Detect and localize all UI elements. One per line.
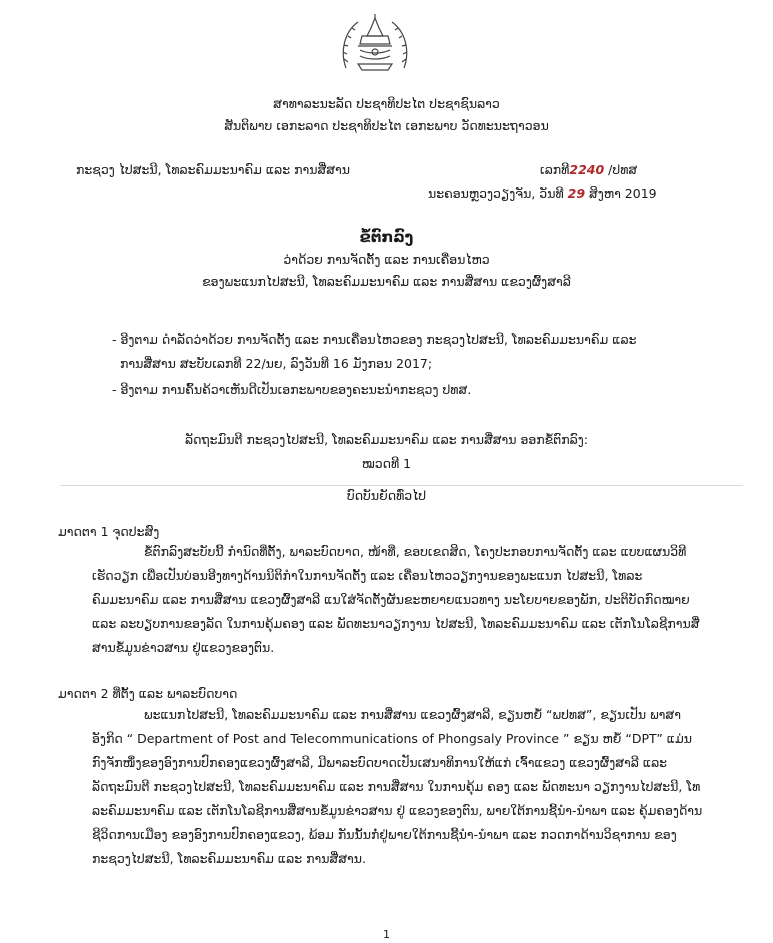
chapter-label: ໝວດທີ 1 — [361, 456, 412, 471]
decree-statement: ລັດຖະມົນຕີ ກະຊວງໄປສະນີ, ໂທລະຄົມມະນາຄົມ ແລະ ການສື່ສານ ອອກຂໍ້ຕົກລົງ: — [185, 432, 588, 447]
document-number-suffix: /ປທສ — [608, 162, 638, 177]
date-suffix: ສິງຫາ 2019 — [589, 186, 657, 201]
republic-name: ສາທາລະນະລັດ ປະຊາທິປະໄຕ ປະຊາຊົນລາວ — [273, 96, 500, 111]
article-2-heading: ມາດຕາ 2 ທີ່ຕັ້ງ ແລະ ພາລະບົດບາດ — [58, 686, 238, 701]
page-divider — [60, 485, 743, 486]
date-prefix: ນະຄອນຫຼວງວຽງຈັນ, ວັນທີ — [428, 186, 564, 201]
document-subtitle-1: ວ່າດ້ວຍ ການຈັດຕັ້ງ ແລະ ການເຄື່ອນໄຫວ — [283, 252, 490, 267]
document-date — [428, 186, 657, 201]
document-number — [540, 162, 637, 177]
article-1-heading: ມາດຕາ 1 ຈຸດປະສົງ — [58, 524, 160, 539]
national-motto: ສັນຕິພາບ ເອກະລາດ ປະຊາທິປະໄຕ ເອກະພາບ ວັດທະນະຖາວອນ — [224, 118, 549, 133]
ministry-name: ກະຊວງ ໄປສະນີ, ໂທລະຄົມມະນາຄົມ ແລະ ການສື່ສານ — [76, 162, 350, 177]
reference-1-line-1: - ອີງຕາມ ດຳລັດວ່າດ້ວຍ ການຈັດຕັ້ງ ແລະ ການເຄື່ອນໄຫວຂອງ ກະຊວງໄປສະນີ, ໂທລະຄົມມະນາຄົມ ແລະ — [112, 332, 637, 347]
reference-2: - ອີງຕາມ ການຄົ້ນຄ້ວາເຫັນດີເປັນເອກະພາບຂອງຄະນະນຳກະຊວງ ປທສ. — [112, 382, 472, 397]
article-1-body: ຂໍ້ຕົກລົງສະບັບນີ້ ກຳນົດທີ່ຕັ້ງ, ພາລະບົດບາດ, ໜ້າທີ່, ຂອບເຂດສິດ, ໂຄງປະກອບການຈັດຕັ້ງ ແລະ ແບບແຜນວິທີເຮັດວຽກ ເພື່ອເປັນບ່ອນອີງທາງດ້ານນິຕິກຳໃນການຈັດຕັ້ງ ແລະ ເຄື່ອນໄຫວວຽກງານຂອງພະແນກ ໄປສະນີ, ໂທລະຄົມມະນາຄົມ ແລະ ການສື່ສານ ແຂວງຜົ້ງສາລີ ແນໃສ່ຈັດຕັ້ງຜັນຂະຫຍາຍແນວທາງ ນະໂຍບາຍຂອງພັກ, ປະຕິບັດກົດໝາຍ ແລະ ລະບຽບການຂອງລັດ ໃນການຄຸ້ມຄອງ ແລະ ພັດທະນາວຽກງານ ໄປສະນີ, ໂທລະຄົມມະນາຄົມ ແລະ ເຕັກໂນໂລຊີການສື່ສານຂໍ້ມູນຂ່າວສານ ຢູ່ແຂວງຂອງຕົນ. — [92, 544, 700, 655]
document-number-prefix: ເລກທີ — [540, 162, 570, 177]
date-day: 29 — [567, 186, 586, 201]
document-number-value: 2240 — [569, 162, 605, 177]
article-2-body: ພະແນກໄປສະນີ, ໂທລະຄົມມະນາຄົມ ແລະ ການສື່ສານ ແຂວງຜົ້ງສາລີ, ຂຽນຫຍໍ້ “ພປທສ”, ຂຽນເປັນ ພາສາອັງກິດ “ Department of Post and Telecommunications of Phongsaly Province ” ຂຽນ ຫຍໍ້ “DPT” ແມ່ນກົງຈັກໜຶ່ງຂອງອົງການປົກຄອງແຂວງຜົ້ງສາລີ, ມີພາລະບົດບາດເປັນເສນາທິການໃຫ້ແກ່ ເຈົ້າແຂວງ ແຂວງຜົ້ງສາລີ ແລະ ລັດຖະມົນຕີ ກະຊວງໄປສະນີ, ໂທລະຄົມມະນາຄົມ ແລະ ການສື່ສານ ໃນການຄຸ້ມ ຄອງ ແລະ ພັດທະນາ ວຽກງານໄປສະນີ, ໂທລະຄົມມະນາຄົມ ແລະ ເຕັກໂນໂລຊີການສື່ສານຂໍ້ມູນຂ່າວສານ ຢູ່ ແຂວງຂອງຕົນ, ພາຍໃຕ້ການຊີ້ນຳ-ນຳພາ ແລະ ຄຸ້ມຄອງດ້ານຊີວິດການເມືອງ ຂອງອົງການປົກຄອງແຂວງ, ພ້ອມ ກັນນັ້ນກໍ່ຢູ່ພາຍໃຕ້ການຊີ້ນຳ-ນຳພາ ແລະ ກວດກາດ້ານວິຊາການ ຂອງກະຊວງໄປສະນີ, ໂທລະຄົມມະນາຄົມ ແລະ ການສື່ສານ. — [92, 707, 703, 866]
document-title: ຂໍ້ຕົກລົງ — [359, 228, 414, 246]
reference-1-line-2: ການສື່ສານ ສະບັບເລກທີ 22/ນຍ, ລົງວັນທີ 16 ມັງກອນ 2017; — [120, 356, 433, 371]
chapter-title: ບົດບັນຍັດທົ່ວໄປ — [346, 488, 427, 503]
page-number: 1 — [383, 928, 390, 941]
national-emblem-seal — [338, 12, 412, 78]
document-subtitle-2: ຂອງພະແນກໄປສະນີ, ໂທລະຄົມມະນາຄົມ ແລະ ການສື່ສານ ແຂວງຜົ້ງສາລີ — [202, 274, 571, 289]
